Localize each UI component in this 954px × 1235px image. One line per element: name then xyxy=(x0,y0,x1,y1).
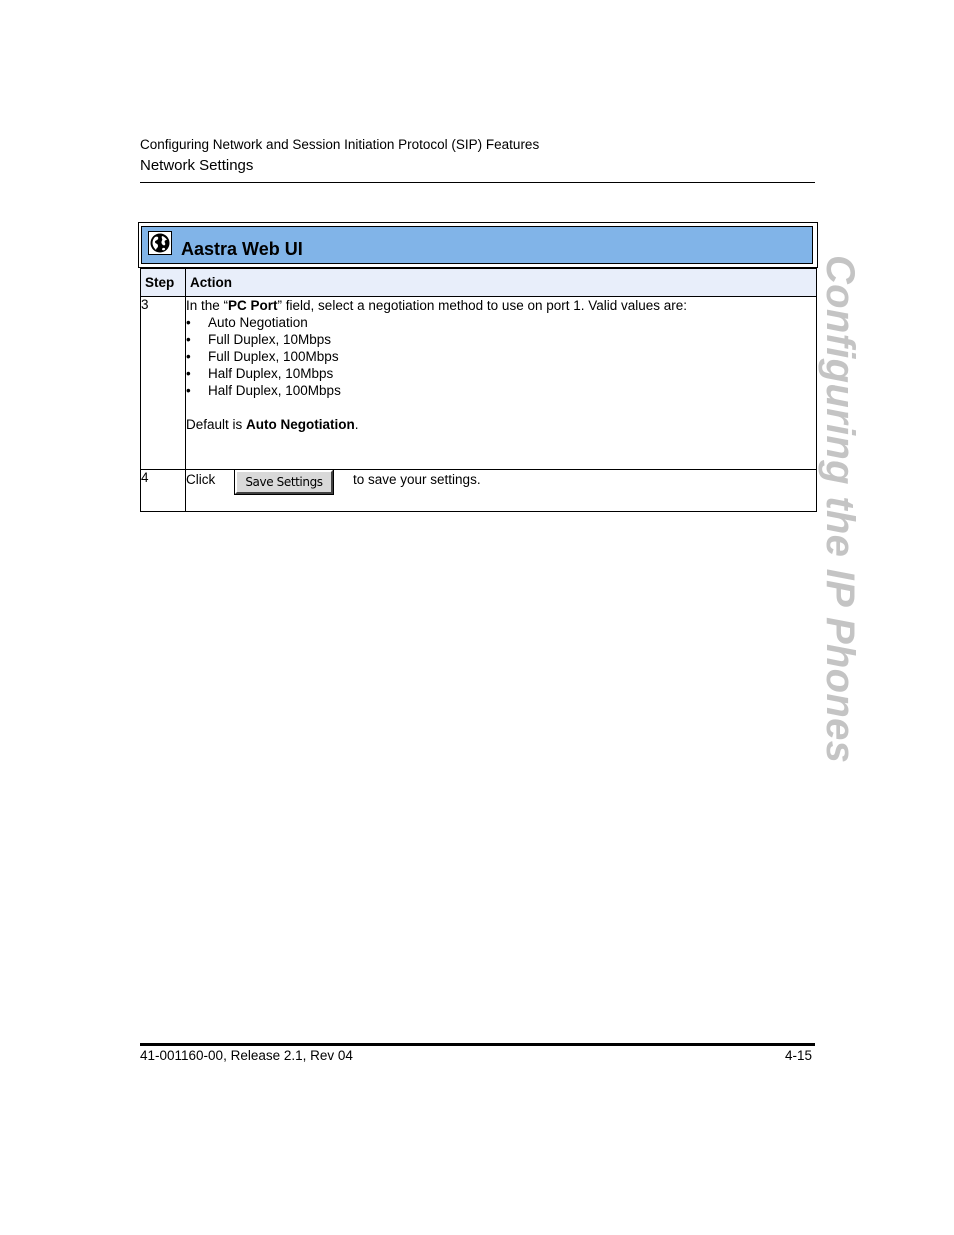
click-tail-text: to save your settings. xyxy=(353,472,481,487)
table-row xyxy=(141,297,817,470)
list-item: • Half Duplex, 10Mbps xyxy=(186,365,816,382)
intro-text: In the “ xyxy=(186,298,229,313)
step-number: 3 xyxy=(141,297,186,470)
page-number: 4-15 xyxy=(785,1048,813,1063)
field-name: PC Port xyxy=(228,298,278,313)
panel-title: Aastra Web UI xyxy=(181,239,303,259)
action-cell xyxy=(186,470,817,512)
footer-doc-id: 41-001160-00, Release 2.1, Rev 04 xyxy=(140,1048,353,1063)
step-number: 4 xyxy=(141,470,186,512)
default-prefix: Default is xyxy=(186,417,247,432)
table-row xyxy=(141,470,817,512)
action-cell xyxy=(186,297,817,470)
chapter-title: Configuring Network and Session Initiation Protocol (SIP) Features xyxy=(140,137,540,152)
default-value: Auto Negotiation xyxy=(246,417,355,432)
step-column-header: Step xyxy=(141,269,186,297)
panel-header xyxy=(141,226,813,264)
action-intro xyxy=(186,297,816,314)
side-tab-label: Configuring the IP Phones xyxy=(818,255,862,764)
click-label: Click xyxy=(186,472,216,487)
option-list xyxy=(186,314,816,399)
list-item: • Full Duplex, 100Mbps xyxy=(186,348,816,365)
default-suffix: . xyxy=(354,417,359,432)
steps-table xyxy=(140,268,817,512)
globe-icon xyxy=(148,231,172,255)
web-ui-panel xyxy=(138,222,818,268)
list-item: • Full Duplex, 10Mbps xyxy=(186,331,816,348)
table-header-row xyxy=(141,269,817,297)
footer-rule xyxy=(140,1043,815,1046)
header-rule xyxy=(140,182,815,183)
click-instruction xyxy=(186,470,816,500)
save-settings-button[interactable]: Save Settings xyxy=(235,470,333,494)
action-column-header: Action xyxy=(186,269,817,297)
intro-text: ” field, select a negotiation method to use on port 1. Valid values are: xyxy=(277,298,688,313)
list-item: • Auto Negotiation xyxy=(186,314,816,331)
section-title: Network Settings xyxy=(140,157,254,174)
default-note xyxy=(186,416,816,433)
list-item: • Half Duplex, 100Mbps xyxy=(186,382,816,399)
